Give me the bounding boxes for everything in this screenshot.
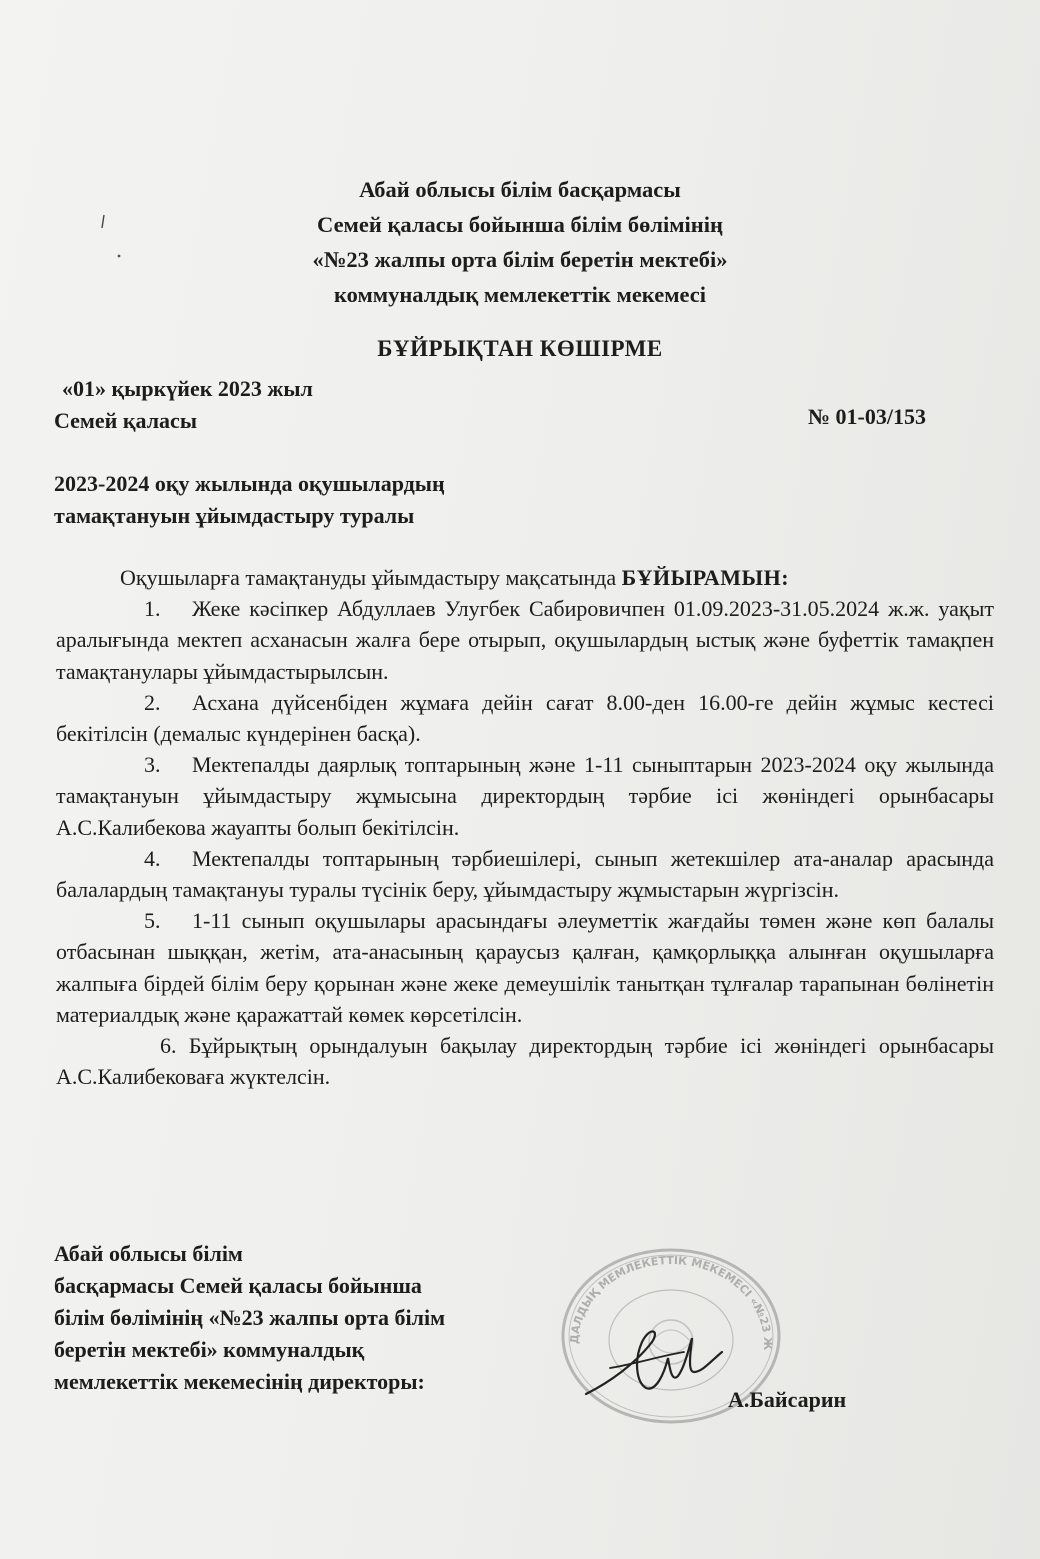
order-subject — [54, 468, 445, 532]
subject-line: 2023-2024 оқу жылында оқушылардың — [54, 471, 445, 496]
header-line: Семей қаласы бойынша білім бөлімінің — [317, 212, 723, 237]
director-name: А.Байсарин — [728, 1387, 847, 1412]
intro-paragraph — [56, 562, 994, 593]
order-item — [56, 749, 994, 843]
order-date: «01» қыркүйек 2023 жыл — [62, 376, 313, 401]
order-item — [56, 593, 994, 687]
order-body — [56, 562, 994, 1092]
footer-line: беретін мектебі» коммуналдық — [54, 1337, 365, 1362]
item-text: 1-11 сынып оқушылары арасындағы әлеуметтік жағдайы төмен және көп балалы отбасынан шыққан, жетім, ата-анасының қараусыз қалған, қамқорлыққа алынған оқушыларға жалпыға бірдей білім беру қорынан және жеке демеушілік танытқан тұлғалар тарапынан бөлінетін материалдық және қаражаттай көмек көрсетілсін. — [56, 908, 994, 1027]
order-item: 6. Бұйрықтың орындалуын бақылау директордың тәрбие ісі жөніндегі орынбасары А.С.Калибековаға жүктелсін. — [56, 1033, 994, 1090]
item-number: 5. — [144, 908, 161, 934]
intro-text: Оқушыларға тамақтануды ұйымдастыру мақсатында — [120, 565, 622, 590]
item-number: 2. — [144, 689, 161, 715]
item-text: Мектепалды топтарының тәрбиешілері, сынып жетекшілер ата-аналар арасында балалардың тамақтануы туралы түсінік беру, ұйымдастыру жұмыстарын жүргізсін. — [56, 845, 994, 903]
footer-line: мемлекеттік мекемесінің директоры: — [54, 1369, 425, 1394]
footer-line: басқармасы Семей қаласы бойынша — [54, 1273, 422, 1298]
item-text: Мектепалды даярлық топтарының және 1-11 сыныптарын 2023-2024 оқу жылында тамақтануын ұйымдастыру жұмысына директордың тәрбие ісі жөніндегі орынбасары А.С.Калибекова жауапты болып бекітілсін. — [56, 752, 994, 840]
order-item — [56, 687, 994, 749]
footer-line: Абай облысы білім — [54, 1241, 243, 1266]
institution-header — [0, 172, 1040, 312]
order-city: Семей қаласы — [54, 408, 197, 433]
header-line: коммуналдық мемлекеттік мекемесі — [333, 282, 707, 307]
order-number: № 01-03/153 — [807, 404, 926, 429]
item-number: 3. — [144, 752, 161, 778]
director-title — [54, 1238, 445, 1398]
item-number: 4. — [144, 845, 161, 871]
footer-line: білім бөлімінің «№23 жалпы орта білім — [54, 1305, 446, 1330]
subject-line: тамақтануын ұйымдастыру туралы — [54, 503, 415, 528]
item-text: Жеке кәсіпкер Абдуллаев Улугбек Сабировичпен 01.09.2023-31.05.2024 ж.ж. уақыт аралығында мектеп асханасын жалға бере отырып, оқушылардың ыстық және буфеттік тамақпен тамақтанулары ұйымдастырылсын. — [56, 596, 994, 684]
item-text: Асхана дүйсенбіден жұмаға дейін сағат 8.00-ден 16.00-ге дейін жұмыс кестесі бекітілсін (демалыс күндерінен басқа). — [56, 689, 994, 747]
item-number: 1. — [144, 596, 161, 622]
order-keyword: БҰЙЫРАМЫН: — [621, 565, 790, 590]
order-item — [56, 905, 994, 1030]
stamp-text: ДАЛДЫҚ МЕМЛЕКЕТТІК МЕКЕМЕСІ «№23 Ж — [567, 1253, 775, 1351]
header-line: Абай облысы білім басқармасы — [359, 177, 681, 202]
header-line: «№23 жалпы орта білім беретін мектебі» — [312, 247, 728, 272]
document-title: БҰЙРЫҚТАН КӨШІРМЕ — [377, 336, 663, 361]
director-signature — [580, 1312, 730, 1412]
order-item — [56, 843, 994, 905]
